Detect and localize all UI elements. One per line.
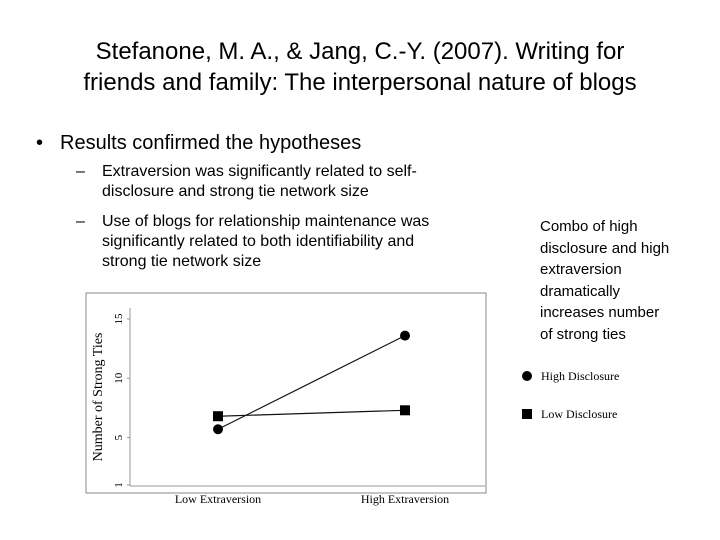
- chart-series: [213, 331, 410, 435]
- y-tick-label: 10: [113, 372, 125, 384]
- side-note-line: of strong ties: [540, 325, 626, 343]
- sub-bullet-dash: –: [76, 163, 85, 180]
- data-point-square: [400, 405, 410, 415]
- x-ticks: [175, 492, 449, 506]
- sub-bullet-2-line-2: significantly related to both identifiability and: [102, 233, 415, 250]
- data-point-circle: [213, 424, 223, 434]
- legend-square-icon: [522, 409, 532, 419]
- sub-bullet-2-line-1: Use of blogs for relationship maintenance was: [102, 213, 430, 230]
- sub-bullet-1-line-2: disclosure and strong tie network size: [102, 183, 369, 200]
- bullet-dot-icon: •: [36, 132, 44, 154]
- side-note-line: Combo of high: [540, 218, 638, 235]
- title-line-2: friends and family: The interpersonal nature of blogs: [83, 69, 637, 96]
- data-point-square: [213, 411, 223, 421]
- data-point-circle: [400, 331, 410, 341]
- side-note-line: extraversion: [540, 261, 622, 278]
- legend-circle-icon: [522, 371, 532, 381]
- sub-bullet-1-line-1: Extraversion was significantly related to self-: [102, 163, 417, 180]
- legend-label: Low Disclosure: [541, 407, 618, 421]
- chart-legend: [522, 369, 619, 421]
- side-note-line: dramatically: [540, 282, 621, 300]
- x-tick-label: High Extraversion: [360, 492, 450, 506]
- side-note-line: increases number: [540, 304, 660, 321]
- y-tick-label: 15: [113, 313, 125, 325]
- sub-bullet-dash: –: [76, 213, 85, 230]
- y-ticks: [113, 313, 130, 488]
- title-line-1: Stefanone, M. A., & Jang, C.-Y. (2007). Writing for: [95, 38, 625, 65]
- legend-label: High Disclosure: [541, 369, 620, 383]
- chart-frame: [86, 293, 486, 493]
- x-tick-label: Low Extraversion: [174, 492, 262, 506]
- y-tick-label: 1: [113, 482, 125, 488]
- series-line-2: [218, 410, 405, 416]
- y-axis-label: Number of Strong Ties: [91, 332, 106, 462]
- sub-bullet-2-line-3: strong tie network size: [102, 253, 262, 270]
- side-note-line: disclosure and high: [540, 239, 670, 257]
- y-tick-label: 5: [113, 434, 125, 441]
- main-bullet-text: Results confirmed the hypotheses: [60, 132, 362, 154]
